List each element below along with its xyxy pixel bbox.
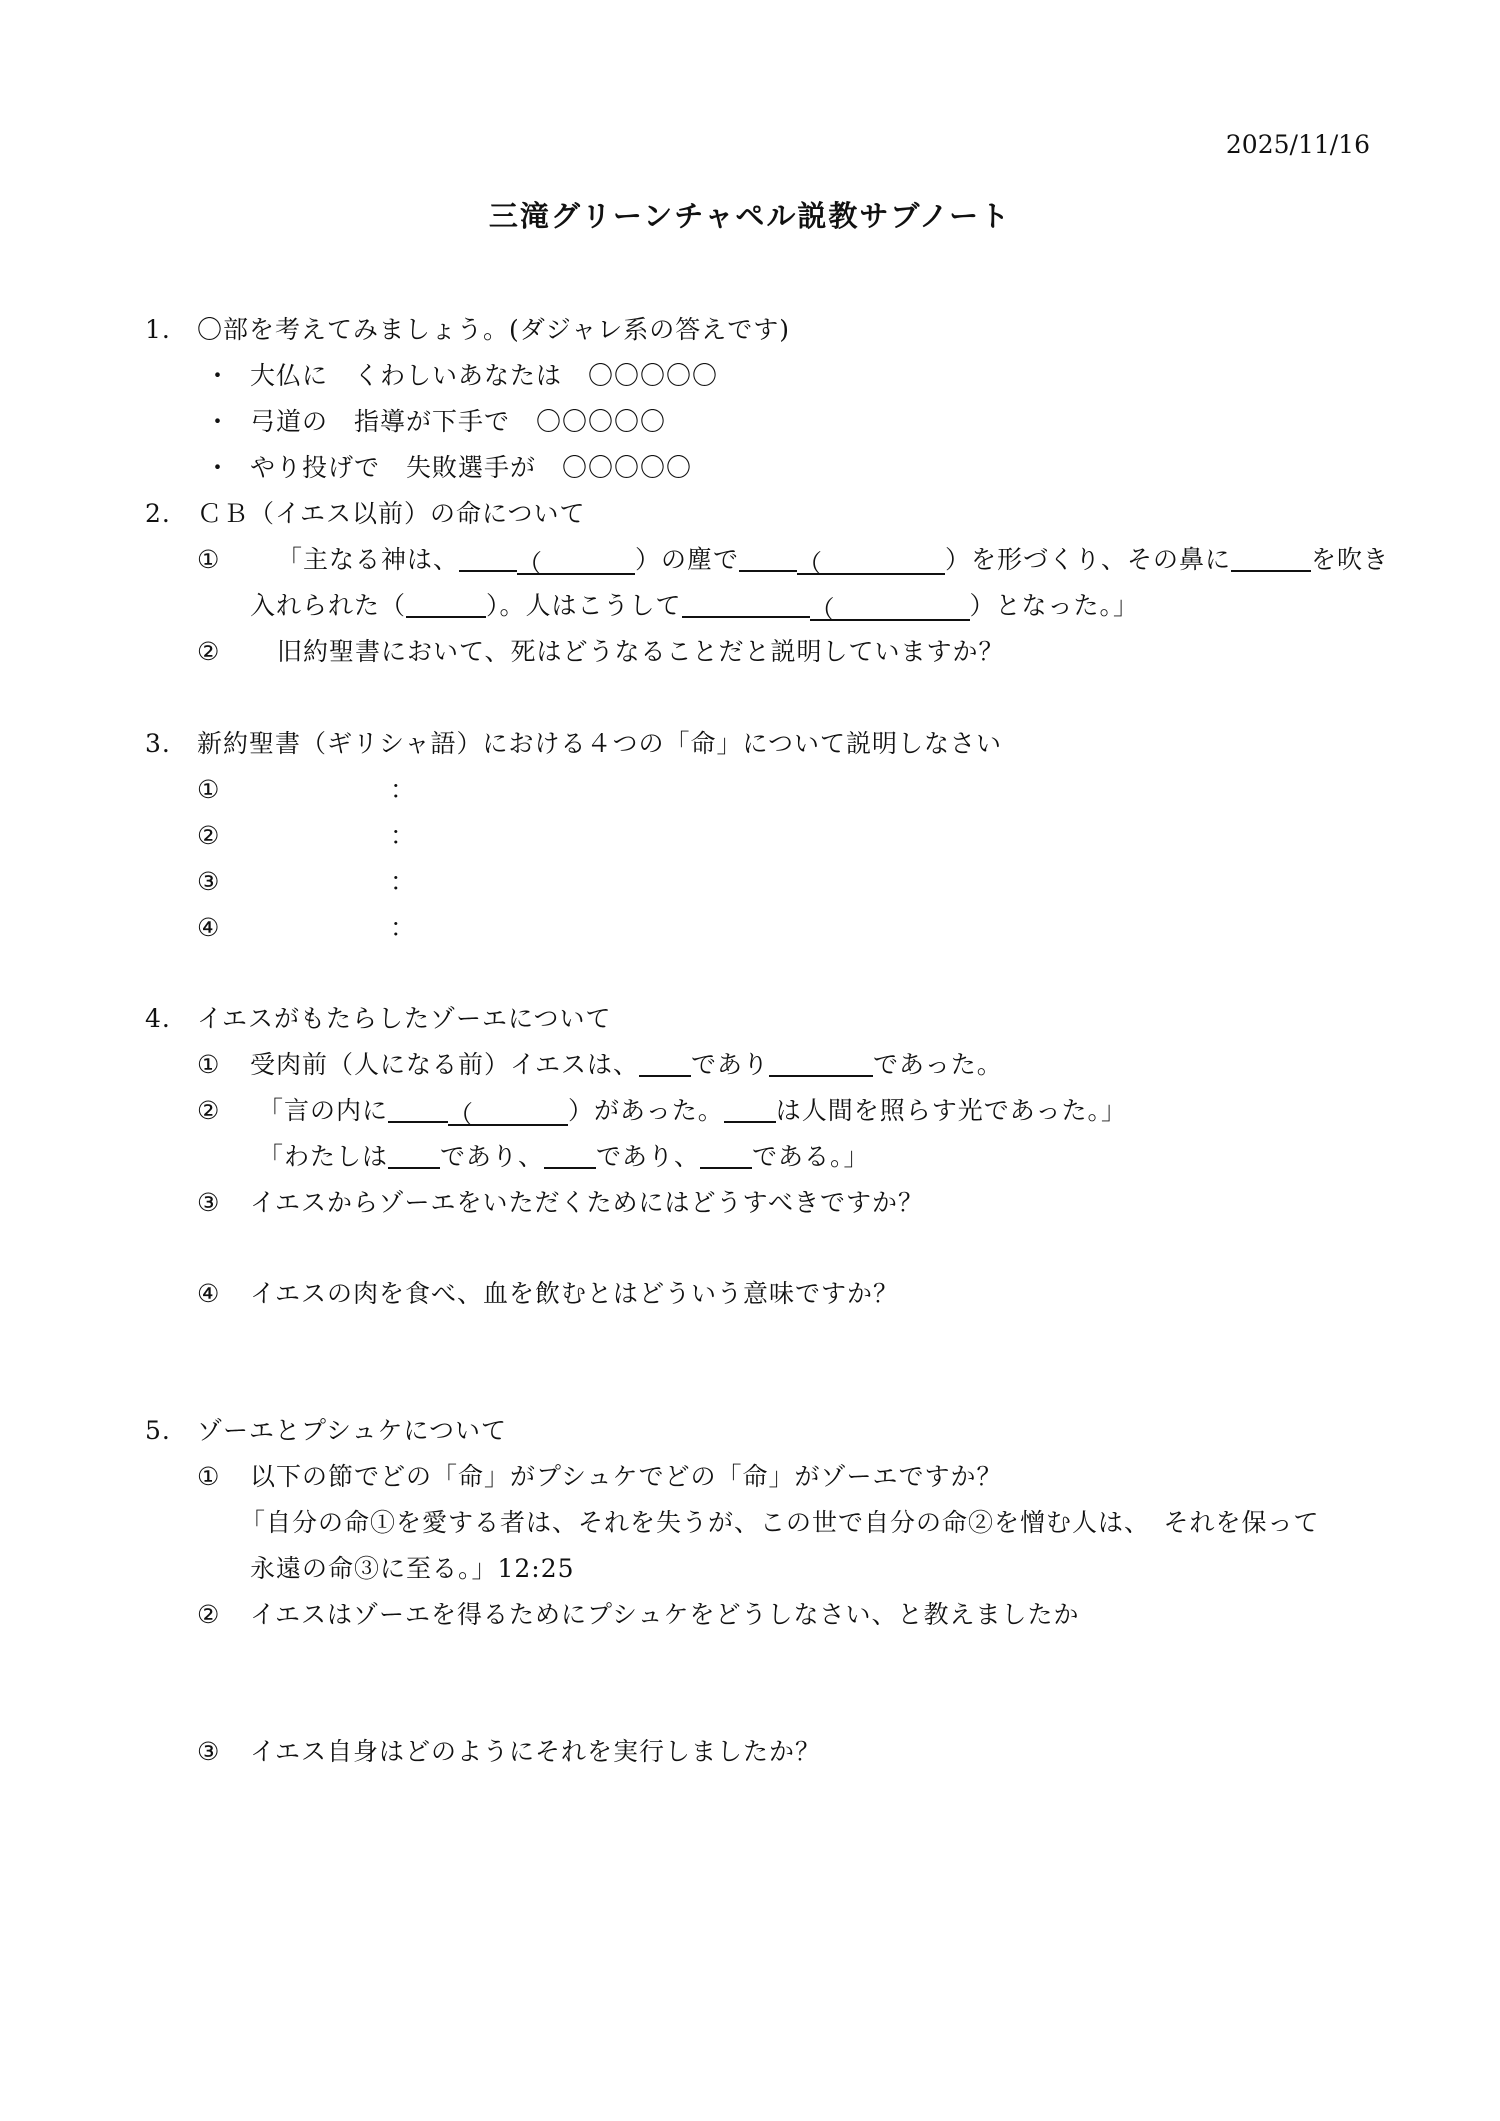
q3-mark-3: ③ bbox=[197, 867, 221, 896]
answer-blank[interactable] bbox=[544, 1141, 596, 1169]
q4-mark-3: ③ bbox=[197, 1188, 221, 1217]
answer-blank[interactable] bbox=[739, 544, 797, 572]
answer-blank-paren[interactable]: （ bbox=[810, 593, 970, 621]
q2-number: 2. bbox=[145, 499, 171, 528]
answer-blank[interactable] bbox=[639, 1049, 691, 1077]
q1-item-3: やり投げで 失敗選手が 〇〇〇〇〇 bbox=[250, 453, 693, 482]
q5-mark-3: ③ bbox=[197, 1737, 221, 1766]
answer-blank-paren[interactable]: （ bbox=[517, 547, 635, 575]
q1-item-2: 弓道の 指導が下手で 〇〇〇〇〇 bbox=[250, 407, 667, 436]
q1-bullet: ・ bbox=[205, 361, 232, 390]
q2-sentence-1 bbox=[277, 543, 1389, 577]
answer-blank[interactable] bbox=[1231, 544, 1311, 572]
answer-blank[interactable] bbox=[724, 1095, 776, 1123]
q4-sentence-3: イエスからゾーエをいただくためにはどうすべきですか？ bbox=[250, 1188, 925, 1217]
q5-sentence-3: イエス自身はどのようにそれを実行しましたか？ bbox=[250, 1737, 822, 1766]
q4-text: であり bbox=[691, 1050, 770, 1079]
answer-blank[interactable] bbox=[406, 590, 486, 618]
q4-text: であり、 bbox=[440, 1142, 545, 1171]
q2-heading: ＣＢ（イエス以前）の命について bbox=[197, 499, 586, 528]
q4-text: 「言の内に bbox=[258, 1096, 389, 1125]
q1-item-1: 大仏に くわしいあなたは 〇〇〇〇〇 bbox=[250, 361, 719, 390]
q4-sentence-2 bbox=[258, 1094, 1127, 1128]
q2-text: 入れられた（ bbox=[250, 591, 407, 620]
q4-sentence-2-cont bbox=[258, 1140, 870, 1174]
q2-text: ）。人はこうして bbox=[486, 591, 682, 620]
q1-heading: 〇部を考えてみましょう。(ダジャレ系の答えです) bbox=[197, 315, 791, 344]
q2-text: ）の塵で bbox=[635, 545, 740, 574]
q5-mark-2: ② bbox=[197, 1600, 221, 1629]
q5-quote-line-1: 「自分の命①を愛する者は、それを失うが、この世で自分の命②を憎む人は、 それを保って bbox=[240, 1508, 1320, 1537]
answer-blank[interactable] bbox=[459, 544, 517, 572]
q5-quote-line-2: 永遠の命③に至る。」12:25 bbox=[250, 1554, 575, 1583]
q3-number: 3. bbox=[145, 729, 171, 758]
answer-blank[interactable] bbox=[388, 1141, 440, 1169]
q4-sentence-4: イエスの肉を食べ、血を飲むとはどういう意味ですか？ bbox=[250, 1279, 900, 1308]
q3-heading: 新約聖書（ギリシャ語）における４つの「命」について説明しなさい bbox=[197, 729, 1003, 758]
q4-text: 「わたしは bbox=[258, 1142, 389, 1171]
q3-colon: ： bbox=[390, 913, 417, 942]
q4-number: 4. bbox=[145, 1004, 171, 1033]
q3-mark-4: ④ bbox=[197, 913, 221, 942]
q2-sentence-2: 旧約聖書において、死はどうなることだと説明していますか？ bbox=[277, 637, 1005, 666]
q4-heading: イエスがもたらしたゾーエについて bbox=[197, 1004, 612, 1033]
q4-text: である。」 bbox=[752, 1142, 870, 1171]
q4-mark-1: ① bbox=[197, 1050, 221, 1079]
q4-sentence-1 bbox=[250, 1048, 1003, 1082]
q5-heading: ゾーエとプシュケについて bbox=[197, 1416, 508, 1445]
answer-blank[interactable] bbox=[769, 1049, 873, 1077]
q5-number: 5. bbox=[145, 1416, 171, 1445]
q4-text: ）があった。 bbox=[568, 1096, 724, 1125]
q2-mark-2: ② bbox=[197, 637, 221, 666]
q2-text: ）を形づくり、その鼻に bbox=[945, 545, 1232, 574]
document-date: 2025/11/16 bbox=[1225, 130, 1370, 159]
answer-blank[interactable] bbox=[700, 1141, 752, 1169]
q5-mark-1: ① bbox=[197, 1462, 221, 1491]
q4-text: 受肉前（人になる前）イエスは、 bbox=[250, 1050, 640, 1079]
q2-text: を吹き bbox=[1311, 545, 1390, 574]
q3-mark-2: ② bbox=[197, 821, 221, 850]
answer-blank[interactable] bbox=[682, 590, 810, 618]
q1-bullet: ・ bbox=[205, 453, 232, 482]
q3-mark-1: ① bbox=[197, 775, 221, 804]
q4-text: であり、 bbox=[596, 1142, 701, 1171]
q2-text: 「主なる神は、 bbox=[277, 545, 460, 574]
q5-sentence-2: イエスはゾーエを得るためにプシュケをどうしなさい、と教えましたか bbox=[250, 1600, 1080, 1629]
answer-blank[interactable] bbox=[388, 1095, 448, 1123]
q1-number: 1. bbox=[145, 315, 171, 344]
answer-blank-paren[interactable]: （ bbox=[448, 1098, 568, 1126]
page-title: 三滝グリーンチャペル説教サブノート bbox=[488, 199, 1012, 233]
q1-bullet: ・ bbox=[205, 407, 232, 436]
q3-colon: ： bbox=[390, 867, 417, 896]
q4-mark-4: ④ bbox=[197, 1279, 221, 1308]
q3-colon: ： bbox=[390, 821, 417, 850]
q2-mark-1: ① bbox=[197, 545, 221, 574]
q4-text: であった。 bbox=[873, 1050, 1003, 1079]
answer-blank-paren[interactable]: （ bbox=[797, 547, 945, 575]
q3-colon: ： bbox=[390, 775, 417, 804]
q2-sentence-1-cont bbox=[250, 589, 1139, 623]
q4-text: は人間を照らす光であった。」 bbox=[775, 1096, 1128, 1125]
q5-sentence-1: 以下の節でどの「命」がプシュケでどの「命」がゾーエですか？ bbox=[250, 1462, 1003, 1491]
q2-text: ）となった。」 bbox=[969, 591, 1140, 620]
q4-mark-2: ② bbox=[197, 1096, 221, 1125]
